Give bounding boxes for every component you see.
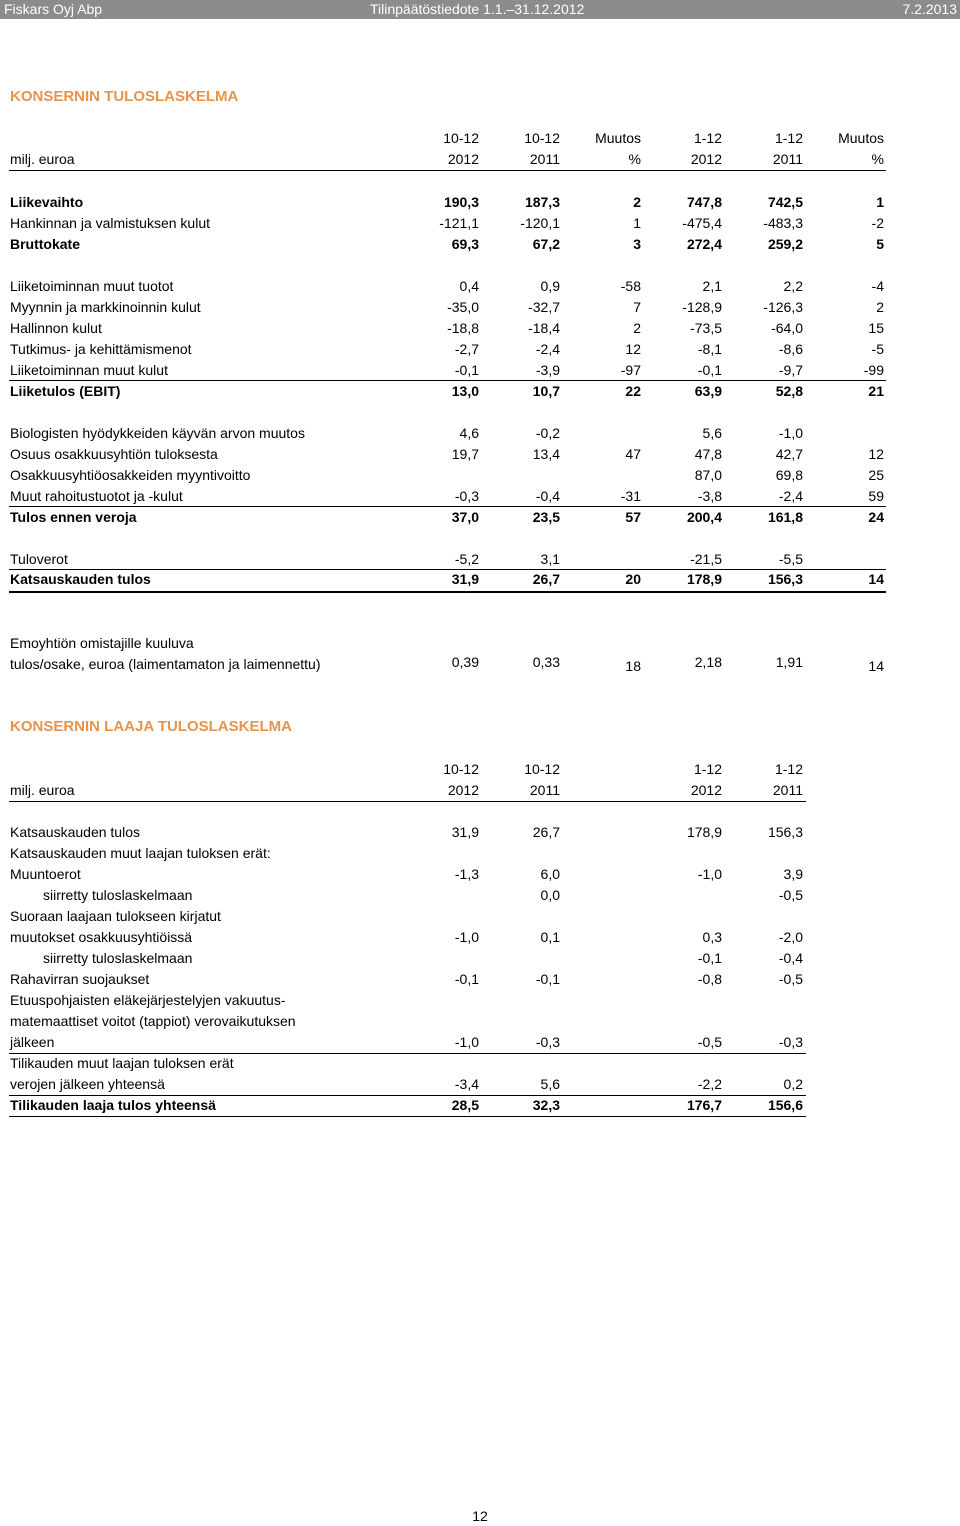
- page-number: 12: [472, 1508, 488, 1524]
- rule-line: [9, 170, 886, 171]
- row-label: milj. euroa: [10, 151, 75, 167]
- table-row: [0, 339, 960, 360]
- page-header: [0, 0, 960, 19]
- cell-value: Muutos: [838, 130, 884, 146]
- cell-value: 69,3: [451, 236, 479, 252]
- cell-value: -0,1: [697, 362, 722, 378]
- table-row: [0, 906, 960, 927]
- cell-value: 42,7: [775, 446, 803, 462]
- cell-value: Muutos: [595, 130, 641, 146]
- table-row: [0, 990, 960, 1011]
- cell-value: 2: [633, 194, 641, 210]
- table-row: [0, 1074, 960, 1095]
- cell-value: -0,3: [778, 1034, 803, 1050]
- cell-value: 5: [876, 236, 884, 252]
- cell-value: -0,3: [535, 1034, 560, 1050]
- table-row: [0, 297, 960, 318]
- cell-value: -0,1: [454, 362, 479, 378]
- cell-value: 2011: [772, 151, 803, 167]
- table-row: [0, 192, 960, 213]
- cell-value: -0,1: [454, 971, 479, 987]
- cell-value: -2,7: [454, 341, 479, 357]
- cell-value: -1,3: [454, 866, 479, 882]
- header-row: [0, 780, 960, 801]
- row-label: Bruttokate: [10, 236, 81, 252]
- rule-line: [9, 1095, 806, 1096]
- cell-value: 5,6: [540, 1076, 560, 1092]
- row-label: Liikevaihto: [10, 194, 84, 210]
- cell-value: -0,4: [535, 488, 560, 504]
- cell-value: -120,1: [520, 215, 560, 231]
- row-label: Suoraan laajaan tulokseen kirjatut: [10, 908, 221, 924]
- comprehensive-income-title: KONSERNIN LAAJA TULOSLASKELMA: [10, 718, 292, 735]
- cell-value: -0,1: [697, 950, 722, 966]
- table-row: [0, 569, 960, 590]
- row-label: Tilikauden muut laajan tuloksen erät: [10, 1055, 234, 1071]
- cell-value: 3: [633, 236, 641, 252]
- rule-line: [9, 801, 806, 802]
- cell-value: -4: [871, 278, 884, 294]
- cell-value: 2012: [690, 151, 722, 167]
- cell-value: 1: [633, 215, 641, 231]
- row-label: milj. euroa: [10, 782, 75, 798]
- row-label: Tulos ennen veroja: [10, 509, 137, 525]
- cell-value: -5,5: [778, 551, 803, 567]
- rule-line: [9, 569, 886, 570]
- row-label: verojen jälkeen yhteensä: [10, 1076, 165, 1092]
- cell-value: 21: [868, 383, 884, 399]
- cell-value: -1,0: [454, 929, 479, 945]
- cell-value: -128,9: [682, 299, 722, 315]
- cell-value: 156,6: [767, 1097, 803, 1113]
- cell-value: -5: [871, 341, 884, 357]
- cell-value: 10-12: [443, 761, 479, 777]
- cell-value: 23,5: [532, 509, 560, 525]
- cell-value: 14: [868, 571, 884, 587]
- row-label: Biologisten hyödykkeiden käyvän arvon muutos: [10, 425, 305, 441]
- row-label: Osuus osakkuusyhtiön tuloksesta: [10, 446, 218, 462]
- rule-line: [9, 591, 886, 593]
- table-row: [0, 234, 960, 255]
- table-row: [0, 318, 960, 339]
- row-label: Osakkuusyhtiöosakkeiden myyntivoitto: [10, 467, 251, 483]
- table-row: [0, 465, 960, 486]
- cell-value: 14: [868, 658, 884, 674]
- row-label: Myynnin ja markkinoinnin kulut: [10, 299, 201, 315]
- income-statement-title: KONSERNIN TULOSLASKELMA: [10, 88, 239, 105]
- cell-value: -73,5: [690, 320, 722, 336]
- table-row: [0, 822, 960, 843]
- table-row: [0, 1032, 960, 1053]
- cell-value: -9,7: [778, 362, 803, 378]
- cell-value: 2012: [690, 782, 722, 798]
- cell-value: -0,4: [778, 950, 803, 966]
- cell-value: 0,2: [783, 1076, 803, 1092]
- cell-value: 10-12: [443, 130, 479, 146]
- table-row: [0, 969, 960, 990]
- table-row: [0, 360, 960, 381]
- cell-value: -3,8: [697, 488, 722, 504]
- row-label: Hankinnan ja valmistuksen kulut: [10, 215, 210, 231]
- table-row: [0, 843, 960, 864]
- header-date: 7.2.2013: [902, 1, 957, 17]
- row-label: tulos/osake, euroa (laimentamaton ja laimennettu): [10, 656, 321, 672]
- cell-value: 156,3: [767, 571, 803, 587]
- cell-value: %: [628, 151, 641, 167]
- table-row: [0, 444, 960, 465]
- row-label: jälkeen: [10, 1034, 55, 1050]
- cell-value: 747,8: [686, 194, 722, 210]
- cell-value: 25: [868, 467, 884, 483]
- table-row: [0, 549, 960, 570]
- cell-value: 2: [633, 320, 641, 336]
- cell-value: -2,0: [778, 929, 803, 945]
- row-label: muutokset osakkuusyhtiöissä: [10, 929, 193, 945]
- cell-value: -121,1: [439, 215, 479, 231]
- cell-value: -3,4: [454, 1076, 479, 1092]
- table-row: [0, 864, 960, 885]
- cell-value: 2,1: [702, 278, 722, 294]
- header-document: Tilinpäätöstiedote 1.1.–31.12.2012: [370, 1, 585, 17]
- cell-value: -1,0: [454, 1034, 479, 1050]
- table-row: [0, 927, 960, 948]
- row-label: Etuuspohjaisten eläkejärjestelyjen vakuutus-: [10, 992, 286, 1008]
- rule-line: [9, 1116, 806, 1117]
- cell-value: -483,3: [763, 215, 803, 231]
- cell-value: 0,0: [540, 887, 560, 903]
- cell-value: 742,5: [767, 194, 803, 210]
- cell-value: -18,8: [447, 320, 479, 336]
- row-label: Liiketulos (EBIT): [10, 383, 121, 399]
- cell-value: 3,1: [540, 551, 560, 567]
- header-row: [0, 149, 960, 170]
- table-row: [0, 1011, 960, 1032]
- cell-value: -0,5: [697, 1034, 722, 1050]
- cell-value: -32,7: [528, 299, 560, 315]
- cell-value: 187,3: [524, 194, 560, 210]
- cell-value: 13,4: [532, 446, 560, 462]
- eps-label-row: [0, 633, 960, 654]
- cell-value: 57: [625, 509, 641, 525]
- row-label: Muuntoerot: [10, 866, 81, 882]
- row-label: Liiketoiminnan muut tuotot: [10, 278, 174, 294]
- table-row: [0, 423, 960, 444]
- cell-value: -5,2: [454, 551, 479, 567]
- cell-value: -2,2: [697, 1076, 722, 1092]
- table-row: [0, 948, 960, 969]
- cell-value: -64,0: [771, 320, 803, 336]
- cell-value: 4,6: [459, 425, 479, 441]
- table-row: [0, 507, 960, 528]
- row-label: Katsauskauden tulos: [10, 571, 151, 587]
- cell-value: 47: [625, 446, 641, 462]
- cell-value: 22: [625, 383, 641, 399]
- table-row: [0, 213, 960, 234]
- cell-value: 2,18: [694, 654, 722, 670]
- cell-value: 87,0: [694, 467, 722, 483]
- cell-value: -58: [620, 278, 641, 294]
- cell-value: %: [871, 151, 884, 167]
- cell-value: 26,7: [532, 571, 560, 587]
- cell-value: 3,9: [783, 866, 803, 882]
- cell-value: 156,3: [767, 824, 803, 840]
- cell-value: 7: [633, 299, 641, 315]
- cell-value: 63,9: [694, 383, 722, 399]
- cell-value: -0,5: [778, 887, 803, 903]
- cell-value: 176,7: [686, 1097, 722, 1113]
- cell-value: -99: [863, 362, 884, 378]
- cell-value: 1-12: [774, 130, 803, 146]
- cell-value: 0,39: [451, 654, 479, 670]
- header-company: Fiskars Oyj Abp: [4, 1, 103, 17]
- cell-value: -126,3: [763, 299, 803, 315]
- table-row: [0, 486, 960, 507]
- row-label: Tuloverot: [10, 551, 68, 567]
- cell-value: 18: [625, 658, 641, 674]
- cell-value: 2011: [529, 782, 560, 798]
- header-row: [0, 128, 960, 149]
- cell-value: -475,4: [682, 215, 722, 231]
- cell-value: 26,7: [532, 824, 560, 840]
- cell-value: -8,6: [778, 341, 803, 357]
- row-label: Hallinnon kulut: [10, 320, 102, 336]
- cell-value: 6,0: [540, 866, 560, 882]
- cell-value: 12: [868, 446, 884, 462]
- cell-value: 12: [625, 341, 641, 357]
- cell-value: -2,4: [778, 488, 803, 504]
- cell-value: 28,5: [451, 1097, 479, 1113]
- cell-value: 2011: [529, 151, 560, 167]
- cell-value: 52,8: [775, 383, 803, 399]
- cell-value: 1-12: [693, 761, 722, 777]
- cell-value: -0,1: [535, 971, 560, 987]
- cell-value: -2,4: [535, 341, 560, 357]
- row-label: Emoyhtiön omistajille kuuluva: [10, 635, 194, 651]
- cell-value: 2012: [447, 151, 479, 167]
- cell-value: 31,9: [451, 824, 479, 840]
- table-row: [0, 381, 960, 402]
- rule-line: [9, 380, 886, 381]
- cell-value: 2011: [772, 782, 803, 798]
- cell-value: 59: [868, 488, 884, 504]
- cell-value: 32,3: [532, 1097, 560, 1113]
- cell-value: 2,2: [783, 278, 803, 294]
- cell-value: 2012: [447, 782, 479, 798]
- row-label: Katsauskauden muut laajan tuloksen erät:: [10, 845, 271, 861]
- rule-line: [9, 1053, 806, 1054]
- cell-value: 5,6: [702, 425, 722, 441]
- row-label: siirretty tuloslaskelmaan: [43, 887, 193, 903]
- row-label: Muut rahoitustuotot ja -kulut: [10, 488, 183, 504]
- cell-value: 178,9: [686, 824, 722, 840]
- cell-value: 10,7: [532, 383, 560, 399]
- cell-value: 69,8: [775, 467, 803, 483]
- cell-value: -2: [871, 215, 884, 231]
- cell-value: 1-12: [693, 130, 722, 146]
- cell-value: 37,0: [451, 509, 479, 525]
- table-row: [0, 1053, 960, 1074]
- cell-value: -1,0: [778, 425, 803, 441]
- cell-value: -8,1: [697, 341, 722, 357]
- row-label: Tutkimus- ja kehittämismenot: [10, 341, 192, 357]
- cell-value: 0,1: [540, 929, 560, 945]
- table-row: [0, 885, 960, 906]
- cell-value: 10-12: [524, 761, 560, 777]
- cell-value: 19,7: [451, 446, 479, 462]
- cell-value: -0,5: [778, 971, 803, 987]
- cell-value: 200,4: [686, 509, 722, 525]
- row-label: siirretty tuloslaskelmaan: [43, 950, 193, 966]
- cell-value: 0,33: [532, 654, 560, 670]
- cell-value: 1-12: [774, 761, 803, 777]
- cell-value: -18,4: [528, 320, 560, 336]
- cell-value: -0,3: [454, 488, 479, 504]
- cell-value: 13,0: [451, 383, 479, 399]
- row-label: Rahavirran suojaukset: [10, 971, 150, 987]
- cell-value: 1,91: [775, 654, 803, 670]
- eps-row: [0, 654, 960, 675]
- cell-value: -0,2: [535, 425, 560, 441]
- rule-line: [9, 506, 886, 507]
- cell-value: -31: [620, 488, 641, 504]
- cell-value: 20: [625, 571, 641, 587]
- cell-value: 259,2: [767, 236, 803, 252]
- cell-value: 0,4: [459, 278, 479, 294]
- table-row: [0, 1095, 960, 1116]
- cell-value: 24: [868, 509, 884, 525]
- cell-value: 0,3: [702, 929, 722, 945]
- cell-value: -35,0: [447, 299, 479, 315]
- cell-value: 1: [876, 194, 884, 210]
- cell-value: 10-12: [524, 130, 560, 146]
- cell-value: -0,8: [697, 971, 722, 987]
- cell-value: 272,4: [686, 236, 722, 252]
- cell-value: -97: [620, 362, 641, 378]
- cell-value: 161,8: [767, 509, 803, 525]
- cell-value: -1,0: [697, 866, 722, 882]
- cell-value: 178,9: [686, 571, 722, 587]
- cell-value: 190,3: [443, 194, 479, 210]
- row-label: matemaattiset voitot (tappiot) verovaikutuksen: [10, 1013, 296, 1029]
- cell-value: 2: [876, 299, 884, 315]
- table-row: [0, 276, 960, 297]
- cell-value: 67,2: [532, 236, 560, 252]
- row-label: Liiketoiminnan muut kulut: [10, 362, 168, 378]
- row-label: Tilikauden laaja tulos yhteensä: [10, 1097, 216, 1113]
- header-row: [0, 759, 960, 780]
- cell-value: -3,9: [535, 362, 560, 378]
- cell-value: 15: [868, 320, 884, 336]
- cell-value: 31,9: [451, 571, 479, 587]
- cell-value: 0,9: [540, 278, 560, 294]
- cell-value: -21,5: [690, 551, 722, 567]
- row-label: Katsauskauden tulos: [10, 824, 140, 840]
- cell-value: 47,8: [694, 446, 722, 462]
